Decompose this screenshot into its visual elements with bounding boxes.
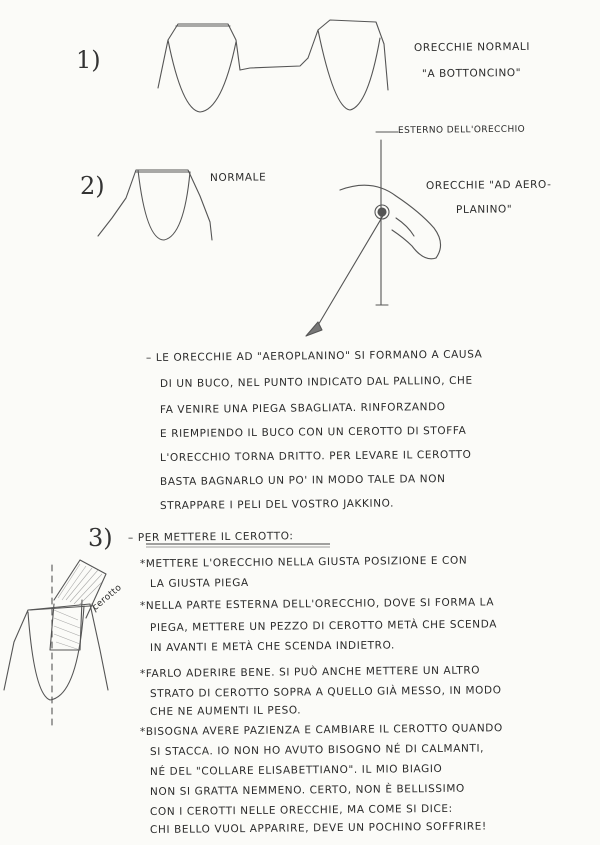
section-2-number: 2) xyxy=(80,172,105,200)
section-3-heading: – PER METTERE IL CEROTTO: xyxy=(127,530,294,544)
bullet-line: CHI BELLO VUOL APPARIRE, DEVE UN POCHINO SOFFRIRE! xyxy=(149,820,487,836)
bullet-line: STRATO DI CEROTTO SOPRA A QUELLO GIÀ MESSO, IN MODO xyxy=(149,684,502,700)
paragraph-line: FA VENIRE UNA PIEGA SBAGLIATA. RINFORZANDO xyxy=(159,401,446,416)
paragraph-line: STRAPPARE I PELI DEL VOSTRO JAKKINO. xyxy=(159,497,395,512)
paragraph-line: L'ORECCHIO TORNA DRITTO. PER LEVARE IL CEROTTO xyxy=(159,448,472,464)
bullet-line: IN AVANTI E METÀ CHE SCENDA INDIETRO. xyxy=(149,639,396,654)
section-3-number: 3) xyxy=(88,524,113,552)
bullet-line: CHE NE AUMENTI IL PESO. xyxy=(149,704,302,718)
paragraph-line: DI UN BUCO, NEL PUNTO INDICATO DAL PALLINO, CHE xyxy=(159,374,473,390)
paragraph-line: BASTA BAGNARLO UN PO' IN MODO TALE DA NON xyxy=(159,473,446,488)
button-ears-drawing xyxy=(158,20,388,112)
section-2-airplane-line2: PLANINO" xyxy=(455,203,513,216)
external-label: ESTERNO DELL'ORECCHIO xyxy=(397,124,526,136)
paragraph-line: – LE ORECCHIE AD "AEROPLANINO" SI FORMANO A CAUSA xyxy=(145,348,483,364)
bullet-line: NÉ DEL "COLLARE ELISABETTIANO". IL MIO BIAGIO xyxy=(149,762,443,778)
section-1-label-line1: ORECCHIE NORMALI xyxy=(413,40,531,54)
patch-side-label: cerotto xyxy=(90,582,124,613)
bullet-line: NON SI GRATTA NEMMENO. CERTO, NON È BELLISSIMO xyxy=(149,782,465,798)
airplane-ear-drawing xyxy=(306,140,441,336)
patch-ear-drawing xyxy=(4,560,108,730)
section-1-number: 1) xyxy=(76,46,101,74)
bullet-line: *BISOGNA AVERE PAZIENZA E CAMBIARE IL CEROTTO QUANDO xyxy=(139,722,503,738)
bullet-line: LA GIUSTA PIEGA xyxy=(149,576,249,590)
bullet-line: *NELLA PARTE ESTERNA DELL'ORECCHIO, DOVE SI FORMA LA xyxy=(139,596,495,612)
section-2-airplane-line1: ORECCHIE "AD AERO- xyxy=(425,178,552,192)
bullet-line: PIEGA, METTERE UN PEZZO DI CEROTTO METÀ CHE SCENDA xyxy=(149,618,498,634)
section-2-normal-label: NORMALE xyxy=(209,171,267,184)
bullet-line: *METTERE L'ORECCHIO NELLA GIUSTA POSIZIONE E CON xyxy=(139,554,468,570)
bullet-line: SI STACCA. IO NON HO AVUTO BISOGNO NÉ DI CALMANTI, xyxy=(149,742,485,758)
section-1-label-line2: "A BOTTONCINO" xyxy=(421,66,522,80)
bullet-line: CON I CEROTTI NELLE ORECCHIE, MA COME SI DICE: xyxy=(149,802,453,818)
paragraph-line: E RIEMPIENDO IL BUCO CON UN CEROTTO DI STOFFA xyxy=(159,424,467,440)
bullet-line: *FARLO ADERIRE BENE. SI PUÒ ANCHE METTERE UN ALTRO xyxy=(139,664,481,680)
normal-ear-drawing xyxy=(98,170,212,240)
